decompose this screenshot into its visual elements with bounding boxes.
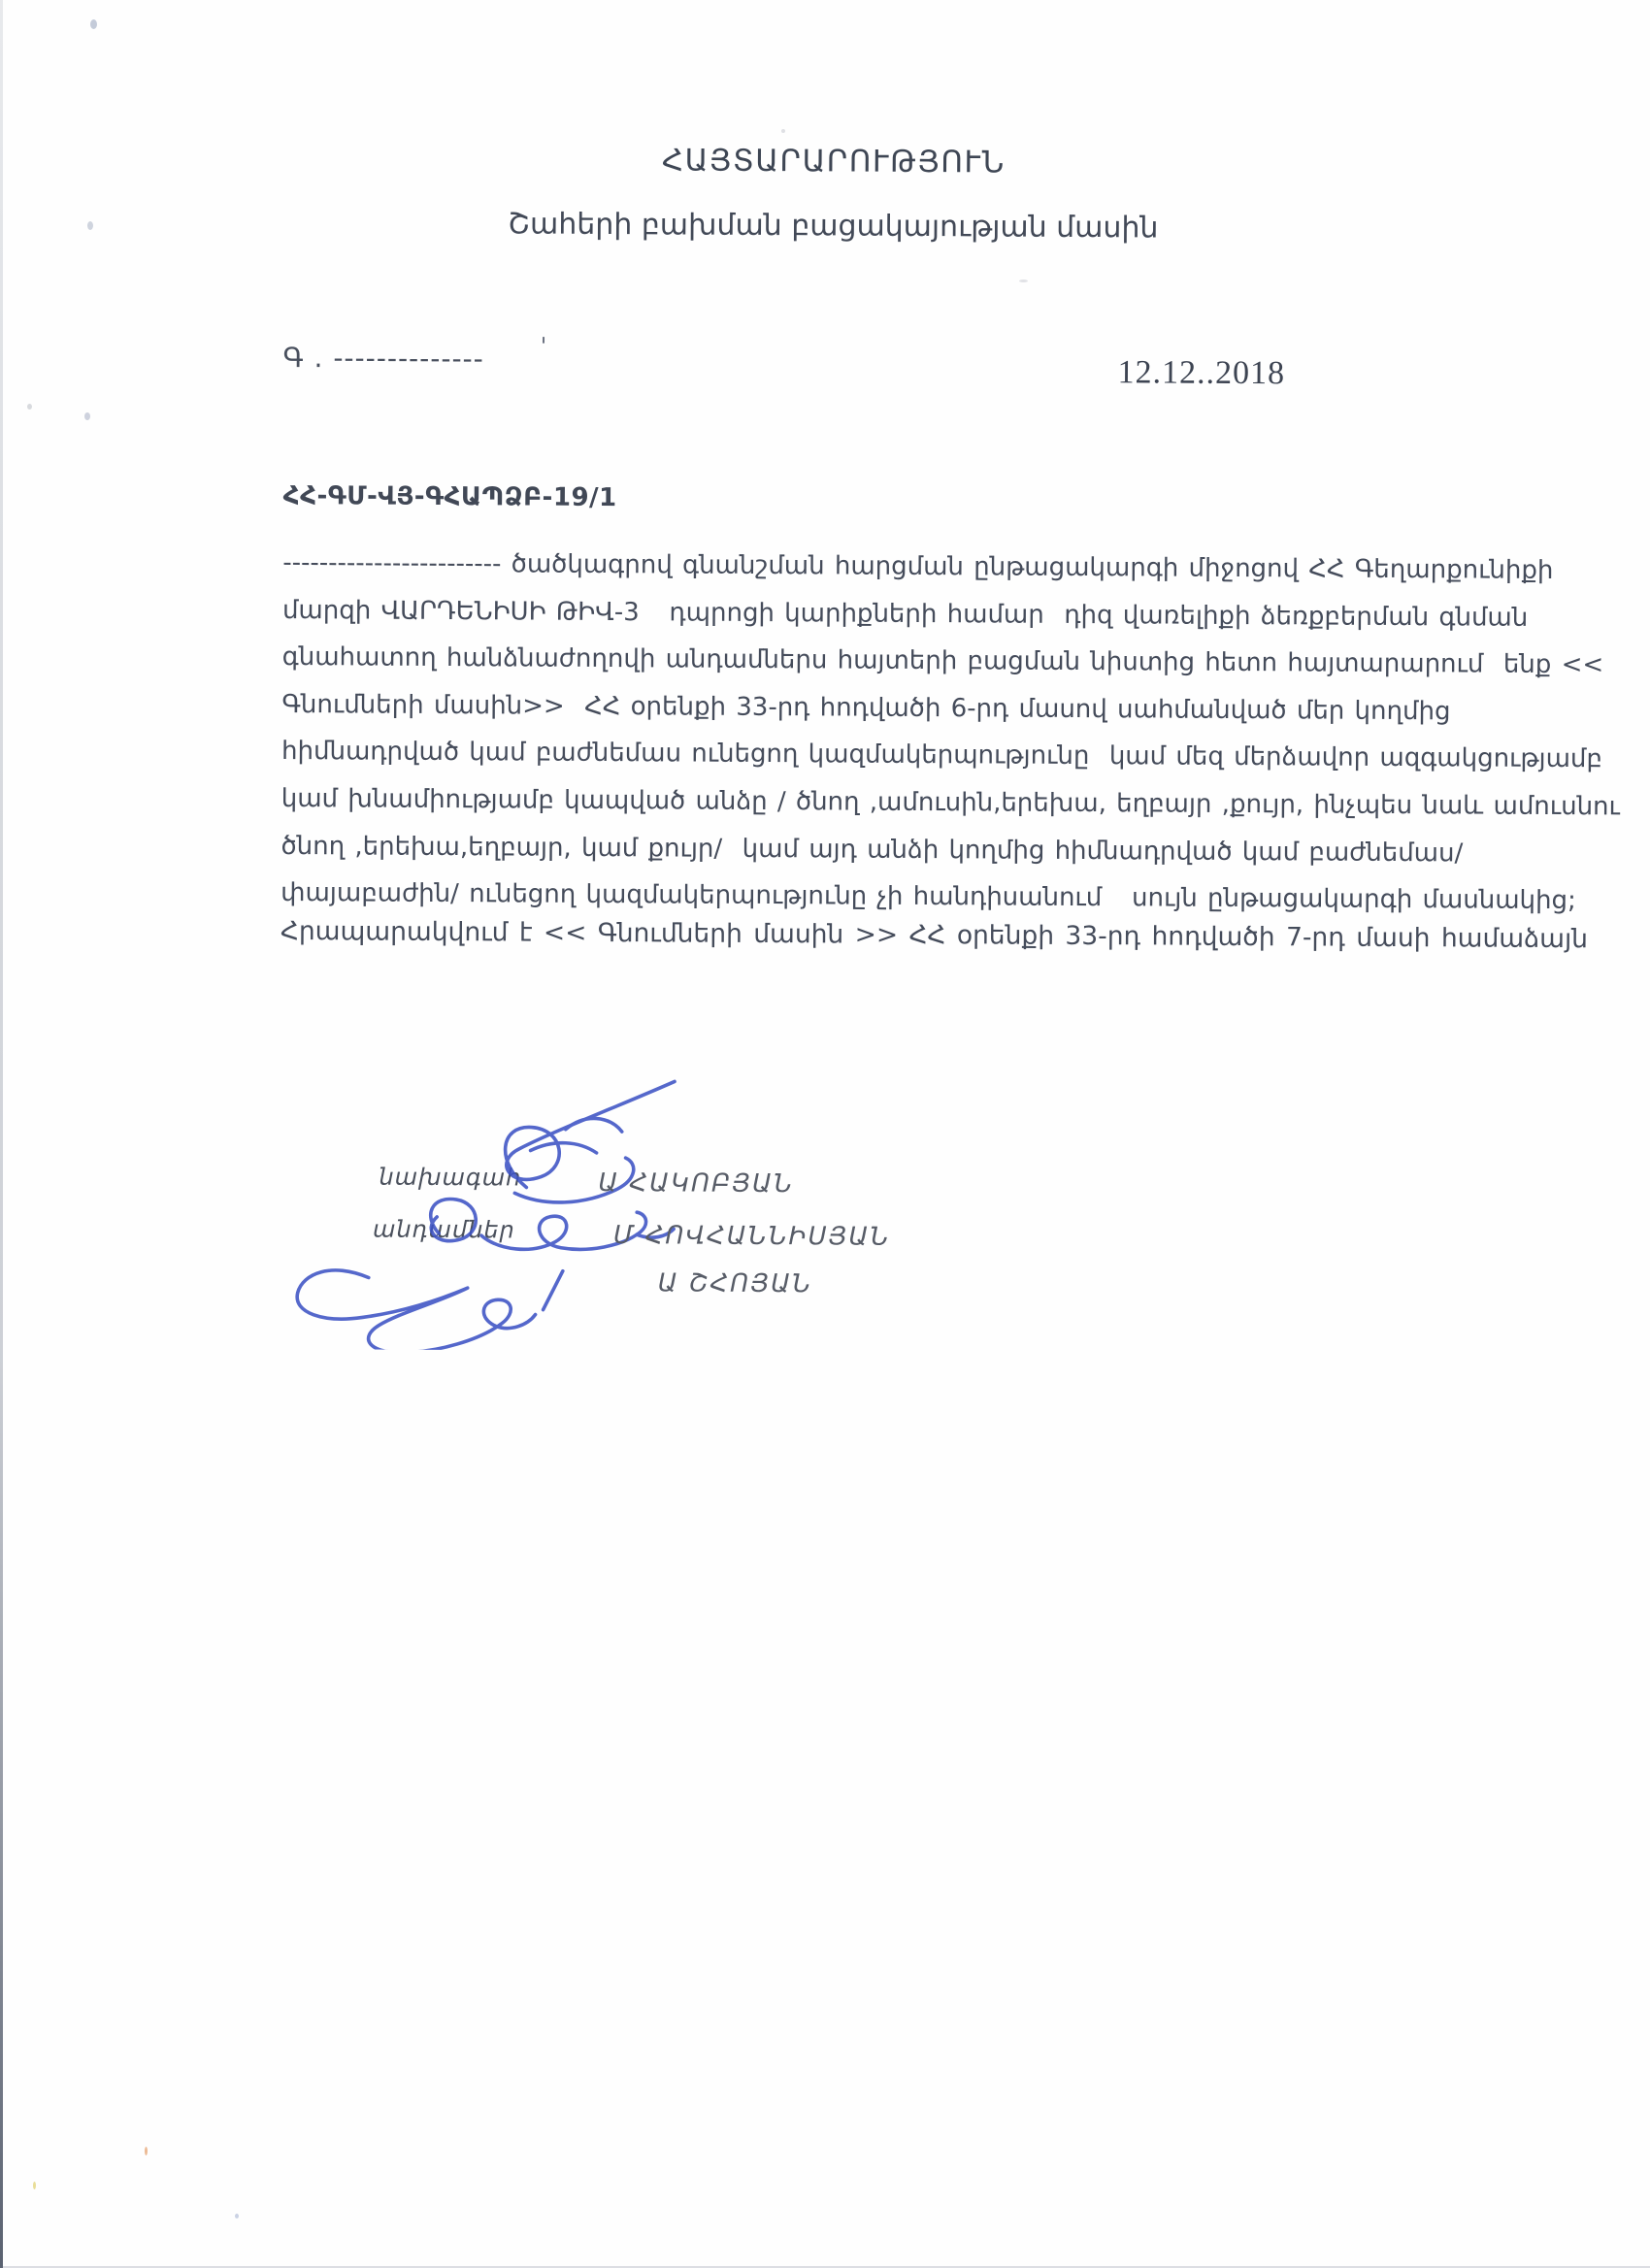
signature-name: Ա ՇՀՈՅԱՆ xyxy=(657,1268,813,1299)
signature-ink-icon xyxy=(275,1068,742,1352)
signature-name: Մ ՀՈՎՀԱՆՆԻՍՅԱՆ xyxy=(612,1221,891,1252)
body-line: մարզի ՎԱՐԴԵՆԻՍԻ ԹԻՎ-3 դպրոցի կարիքների համար դիզ վառելիքի ձեռքբերման գնման xyxy=(281,595,1529,633)
members-label: անդամներ xyxy=(373,1215,515,1244)
body-line: գնահատող հանձնաժողովի անդամներս հայտերի բացման նիստից հետո հայտարարում ենք << xyxy=(281,642,1604,680)
closing-line: Հրապարակվում է << Գնումների մասին >> ՀՀ օրենքի 33-րդ հոդվածի 7-րդ մասի համաձայն xyxy=(280,915,1589,955)
document-subtitle: Շահերի բախման բացակայության մասին xyxy=(508,207,1159,246)
title-wrap xyxy=(285,141,1382,182)
body-line: փայաբաժին/ ունեցող կազմակերպությունը չի հանդիսանում սույն ընթացակարգի մասնակից; xyxy=(280,878,1576,916)
document-title: ՀԱՅՏԱՐԱՐՈՒԹՅՈՒՆ xyxy=(661,143,1006,181)
scan-tick-mark: ' xyxy=(540,332,547,360)
city-blank-line: Գ . -------------- xyxy=(282,341,484,376)
document-date: 12.12..2018 xyxy=(1117,354,1286,392)
chairman-label: նախագահ xyxy=(379,1163,522,1192)
body-line: Գնումների մասին>> ՀՀ օրենքի 33-րդ հոդվածի 6-րդ մասով սահմանված մեր կողմից xyxy=(281,689,1451,727)
body-line: ծնող ,երեխա,եղբայր, կամ քույր/ կամ այդ անձի կողմից հիմնադրված կամ բաժնեմաս/ xyxy=(280,831,1464,868)
body-line: հիմնադրված կամ բաժնեմաս ունեցող կազմակերպությունը կամ մեզ մերձավոր ազգակցությամբ xyxy=(281,737,1603,774)
body-line: ------------------------ ծածկագրով գնանշման հարցման ընթացակարգի միջոցով ՀՀ Գեղարքունիքի xyxy=(282,547,1554,585)
signature-name: Ա ՀԱԿՈԲՅԱՆ xyxy=(598,1167,795,1200)
body-line: կամ խնամիությամբ կապված անձը / ծնող ,ամուսին,երեխա, եղբայր ,քույր, ինչպես նաև ամուսնու xyxy=(280,783,1620,822)
reference-number: ՀՀ-ԳՄ-ՎՅ-ԳՀԱՊՁԲ-19/1 xyxy=(282,480,617,513)
body-paragraph xyxy=(280,540,1620,925)
